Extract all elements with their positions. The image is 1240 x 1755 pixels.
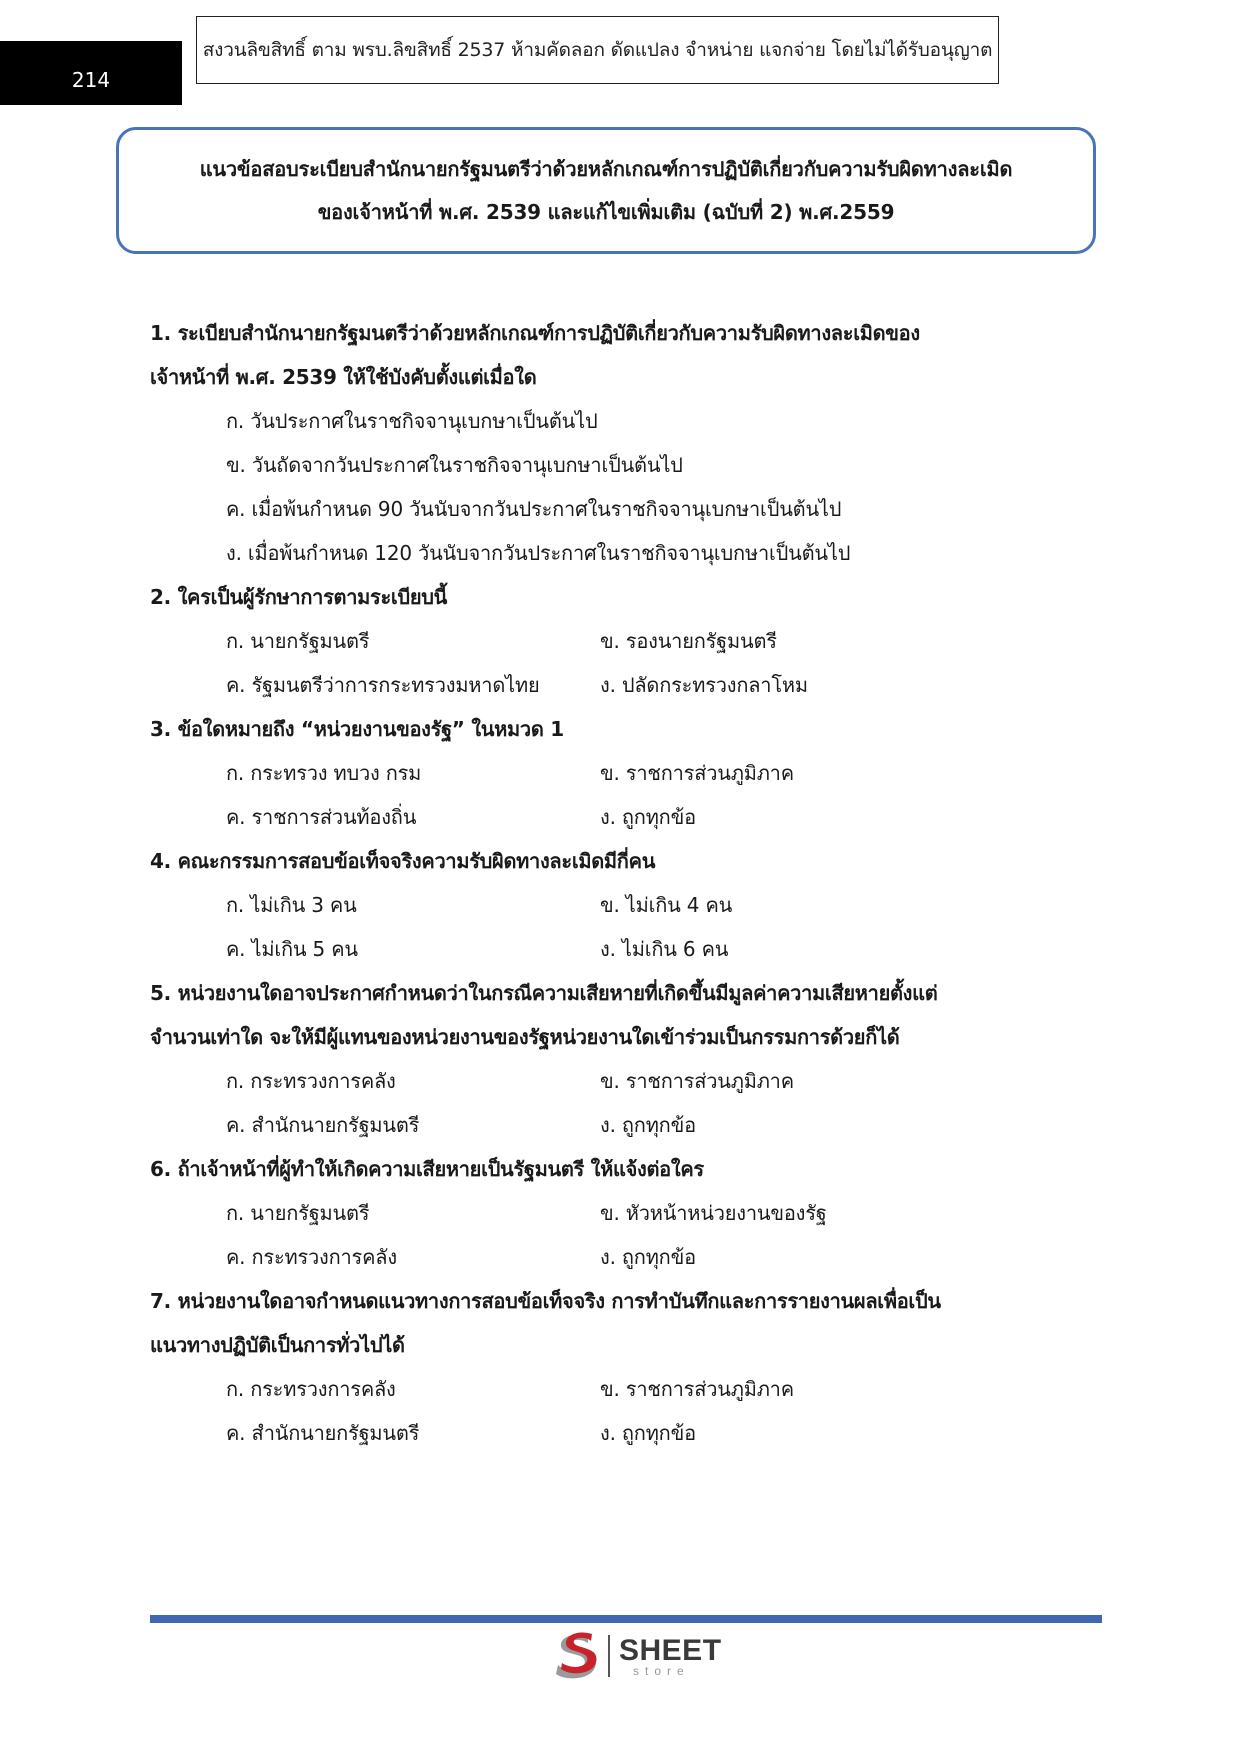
choice-b: ข. รองนายกรัฐมนตรี — [600, 629, 777, 653]
question-text: เจ้าหน้าที่ พ.ศ. 2539 ให้ใช้บังคับตั้งแต่เมื่อใด — [150, 365, 537, 389]
choice-d: ง. เมื่อพ้นกำหนด 120 วันนับจากวันประกาศในราชกิจจานุเบกษาเป็นต้นไป — [226, 541, 851, 565]
page-number: 214 — [0, 41, 182, 105]
choice-b: ข. ราชการส่วนภูมิภาค — [600, 761, 794, 785]
choice-c: ค. สำนักนายกรัฐมนตรี — [226, 1113, 420, 1137]
choice-d: ง. ปลัดกระทรวงกลาโหม — [600, 673, 808, 697]
question-6 — [150, 1147, 1060, 1279]
question-text: 1. ระเบียบสำนักนายกรัฐมนตรีว่าด้วยหลักเกณฑ์การปฏิบัติเกี่ยวกับความรับผิดทางละเมิดของ — [150, 321, 920, 345]
choice-d: ง. ถูกทุกข้อ — [600, 1421, 696, 1445]
question-text: 2. ใครเป็นผู้รักษาการตามระเบียบนี้ — [150, 585, 448, 609]
title-line-1: แนวข้อสอบระเบียบสำนักนายกรัฐมนตรีว่าด้วยหลักเกณฑ์การปฏิบัติเกี่ยวกับความรับผิดทางละเมิด — [199, 156, 1013, 181]
choice-b: ข. ราชการส่วนภูมิภาค — [600, 1377, 794, 1401]
footer-rule — [150, 1615, 1102, 1623]
question-4 — [150, 839, 1060, 971]
question-text: 5. หน่วยงานใดอาจประกาศกำหนดว่าในกรณีความเสียหายที่เกิดขึ้นมีมูลค่าความเสียหายตั้งแต่ — [150, 981, 938, 1005]
question-text: จำนวนเท่าใด จะให้มีผู้แทนของหน่วยงานของรัฐหน่วยงานใดเข้าร่วมเป็นกรรมการด้วยก็ได้ — [150, 1025, 900, 1049]
question-text: 6. ถ้าเจ้าหน้าที่ผู้ทำให้เกิดความเสียหายเป็นรัฐมนตรี ให้แจ้งต่อใคร — [150, 1157, 704, 1181]
choice-c: ค. สำนักนายกรัฐมนตรี — [226, 1421, 420, 1445]
choice-b: ข. ราชการส่วนภูมิภาค — [600, 1069, 794, 1093]
choice-d: ง. ถูกทุกข้อ — [600, 1113, 696, 1137]
question-2 — [150, 575, 1060, 707]
choice-a: ก. กระทรวง ทบวง กรม — [226, 761, 422, 785]
question-5 — [150, 971, 1060, 1147]
question-text: แนวทางปฏิบัติเป็นการทั่วไปได้ — [150, 1333, 405, 1357]
choice-d: ง. ถูกทุกข้อ — [600, 1245, 696, 1269]
question-list — [150, 311, 1060, 1455]
question-text: 4. คณะกรรมการสอบข้อเท็จจริงความรับผิดทางละเมิดมีกี่คน — [150, 849, 656, 873]
choice-c: ค. รัฐมนตรีว่าการกระทรวงมหาดไทย — [226, 673, 540, 697]
title-box — [116, 127, 1096, 254]
choice-b: ข. หัวหน้าหน่วยงานของรัฐ — [600, 1201, 827, 1225]
logo-word: SHEET — [619, 1633, 722, 1667]
choice-a: ก. ไม่เกิน 3 คน — [226, 893, 357, 917]
title-line-2: ของเจ้าหน้าที่ พ.ศ. 2539 และแก้ไขเพิ่มเติม (ฉบับที่ 2) พ.ศ.2559 — [317, 199, 895, 224]
question-text: 3. ข้อใดหมายถึง “หน่วยงานของรัฐ” ในหมวด 1 — [150, 717, 564, 741]
question-3 — [150, 707, 1060, 839]
choice-a: ก. วันประกาศในราชกิจจานุเบกษาเป็นต้นไป — [226, 409, 598, 433]
choice-d: ง. ไม่เกิน 6 คน — [600, 937, 729, 961]
copyright-notice: สงวนลิขสิทธิ์ ตาม พรบ.ลิขสิทธิ์ 2537 ห้ามคัดลอก ดัดแปลง จำหน่าย แจกจ่าย โดยไม่ได้รับอนุญาต — [196, 16, 999, 84]
choice-a: ก. กระทรวงการคลัง — [226, 1377, 396, 1401]
choice-a: ก. นายกรัฐมนตรี — [226, 629, 370, 653]
choice-b: ข. ไม่เกิน 4 คน — [600, 893, 733, 917]
choice-c: ค. ราชการส่วนท้องถิ่น — [226, 805, 417, 829]
choice-b: ข. วันถัดจากวันประกาศในราชกิจจานุเบกษาเป็นต้นไป — [226, 453, 683, 477]
logo-separator — [608, 1635, 610, 1677]
sheet-store-logo — [552, 1630, 722, 1682]
question-7 — [150, 1279, 1060, 1455]
choice-a: ก. กระทรวงการคลัง — [226, 1069, 396, 1093]
sheet-store-logo-icon — [552, 1630, 602, 1682]
choice-c: ค. กระทรวงการคลัง — [226, 1245, 397, 1269]
choice-a: ก. นายกรัฐมนตรี — [226, 1201, 370, 1225]
question-1 — [150, 311, 1060, 575]
choice-c: ค. เมื่อพ้นกำหนด 90 วันนับจากวันประกาศในราชกิจจานุเบกษาเป็นต้นไป — [226, 497, 842, 521]
logo-subword: store — [633, 1663, 690, 1678]
choice-d: ง. ถูกทุกข้อ — [600, 805, 696, 829]
choice-c: ค. ไม่เกิน 5 คน — [226, 937, 358, 961]
question-text: 7. หน่วยงานใดอาจกำหนดแนวทางการสอบข้อเท็จจริง การทำบันทึกและการรายงานผลเพื่อเป็น — [150, 1289, 941, 1313]
